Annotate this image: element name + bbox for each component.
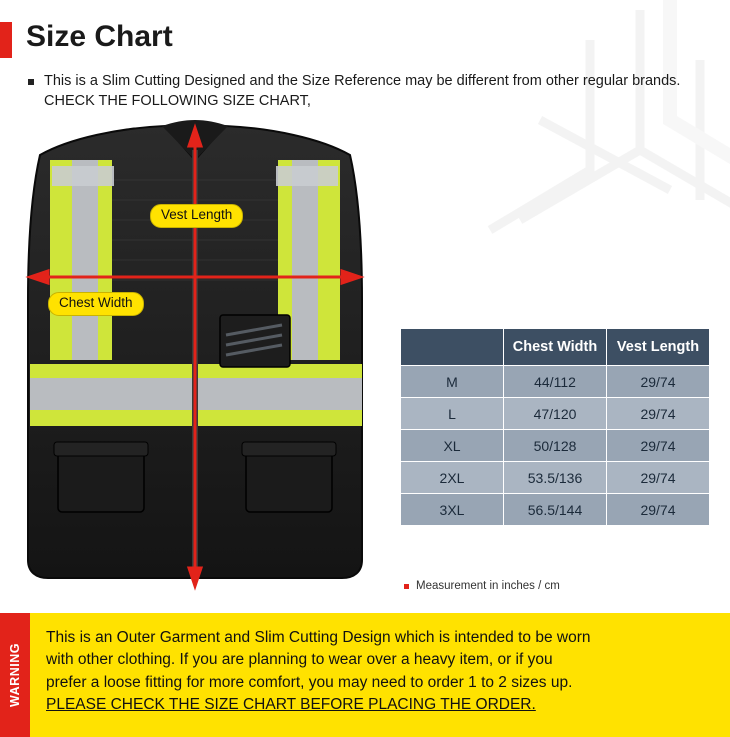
table-row bbox=[401, 366, 710, 398]
size-table bbox=[400, 328, 710, 526]
table-header-chest-width: Chest Width bbox=[504, 329, 607, 366]
warning-label-text: WARNING bbox=[8, 643, 22, 707]
cell-chest: 44/112 bbox=[504, 366, 607, 398]
measurement-note bbox=[404, 580, 560, 592]
table-row bbox=[401, 462, 710, 494]
title-accent-bar bbox=[0, 22, 12, 58]
table-header-row bbox=[401, 329, 710, 366]
warning-label bbox=[0, 613, 30, 737]
warning-line-4: PLEASE CHECK THE SIZE CHART BEFORE PLACING THE ORDER. bbox=[46, 696, 536, 714]
cell-length: 29/74 bbox=[607, 462, 710, 494]
warning-line-3: prefer a loose fitting for more comfort, you may need to order 1 to 2 sizes up. bbox=[46, 673, 573, 691]
warning-line-2: with other clothing. If you are planning to wear over a heavy item, or if you bbox=[46, 651, 553, 669]
warning-line-1: This is an Outer Garment and Slim Cutting Design which is intended to be worn bbox=[46, 629, 591, 646]
vest-illustration bbox=[10, 120, 390, 600]
cell-chest: 50/128 bbox=[504, 430, 607, 462]
table-row bbox=[401, 430, 710, 462]
table-row bbox=[401, 398, 710, 430]
table-header-vest-length: Vest Length bbox=[607, 329, 710, 366]
background-watermark bbox=[340, 0, 730, 330]
cell-size: L bbox=[401, 398, 504, 430]
bullet-square-red-icon bbox=[404, 584, 409, 589]
page-title: Size Chart bbox=[26, 20, 173, 53]
table-row bbox=[401, 494, 710, 526]
bullet-square-icon bbox=[28, 79, 34, 85]
vest-diagram bbox=[10, 120, 390, 600]
cell-size: 3XL bbox=[401, 494, 504, 526]
cell-length: 29/74 bbox=[607, 366, 710, 398]
cell-length: 29/74 bbox=[607, 398, 710, 430]
cell-length: 29/74 bbox=[607, 494, 710, 526]
warning-text bbox=[46, 627, 711, 717]
cell-length: 29/74 bbox=[607, 430, 710, 462]
cell-chest: 53.5/136 bbox=[504, 462, 607, 494]
cell-chest: 47/120 bbox=[504, 398, 607, 430]
cell-size: M bbox=[401, 366, 504, 398]
measurement-note-text: Measurement in inches / cm bbox=[416, 580, 560, 592]
size-table-body bbox=[401, 366, 710, 526]
size-table-head bbox=[401, 329, 710, 366]
table-header-size bbox=[401, 329, 504, 366]
header-note bbox=[28, 72, 688, 111]
warning-band bbox=[0, 613, 730, 737]
band-gap bbox=[0, 604, 730, 613]
callout-vest-length: Vest Length bbox=[150, 204, 243, 228]
cell-chest: 56.5/144 bbox=[504, 494, 607, 526]
cell-size: 2XL bbox=[401, 462, 504, 494]
header-note-text: This is a Slim Cutting Designed and the Size Reference may be different from other regular brands. CHECK THE FOLLOWING SIZE CHART, bbox=[44, 73, 681, 109]
size-table-container bbox=[400, 328, 710, 526]
callout-chest-width: Chest Width bbox=[48, 292, 144, 316]
cell-size: XL bbox=[401, 430, 504, 462]
